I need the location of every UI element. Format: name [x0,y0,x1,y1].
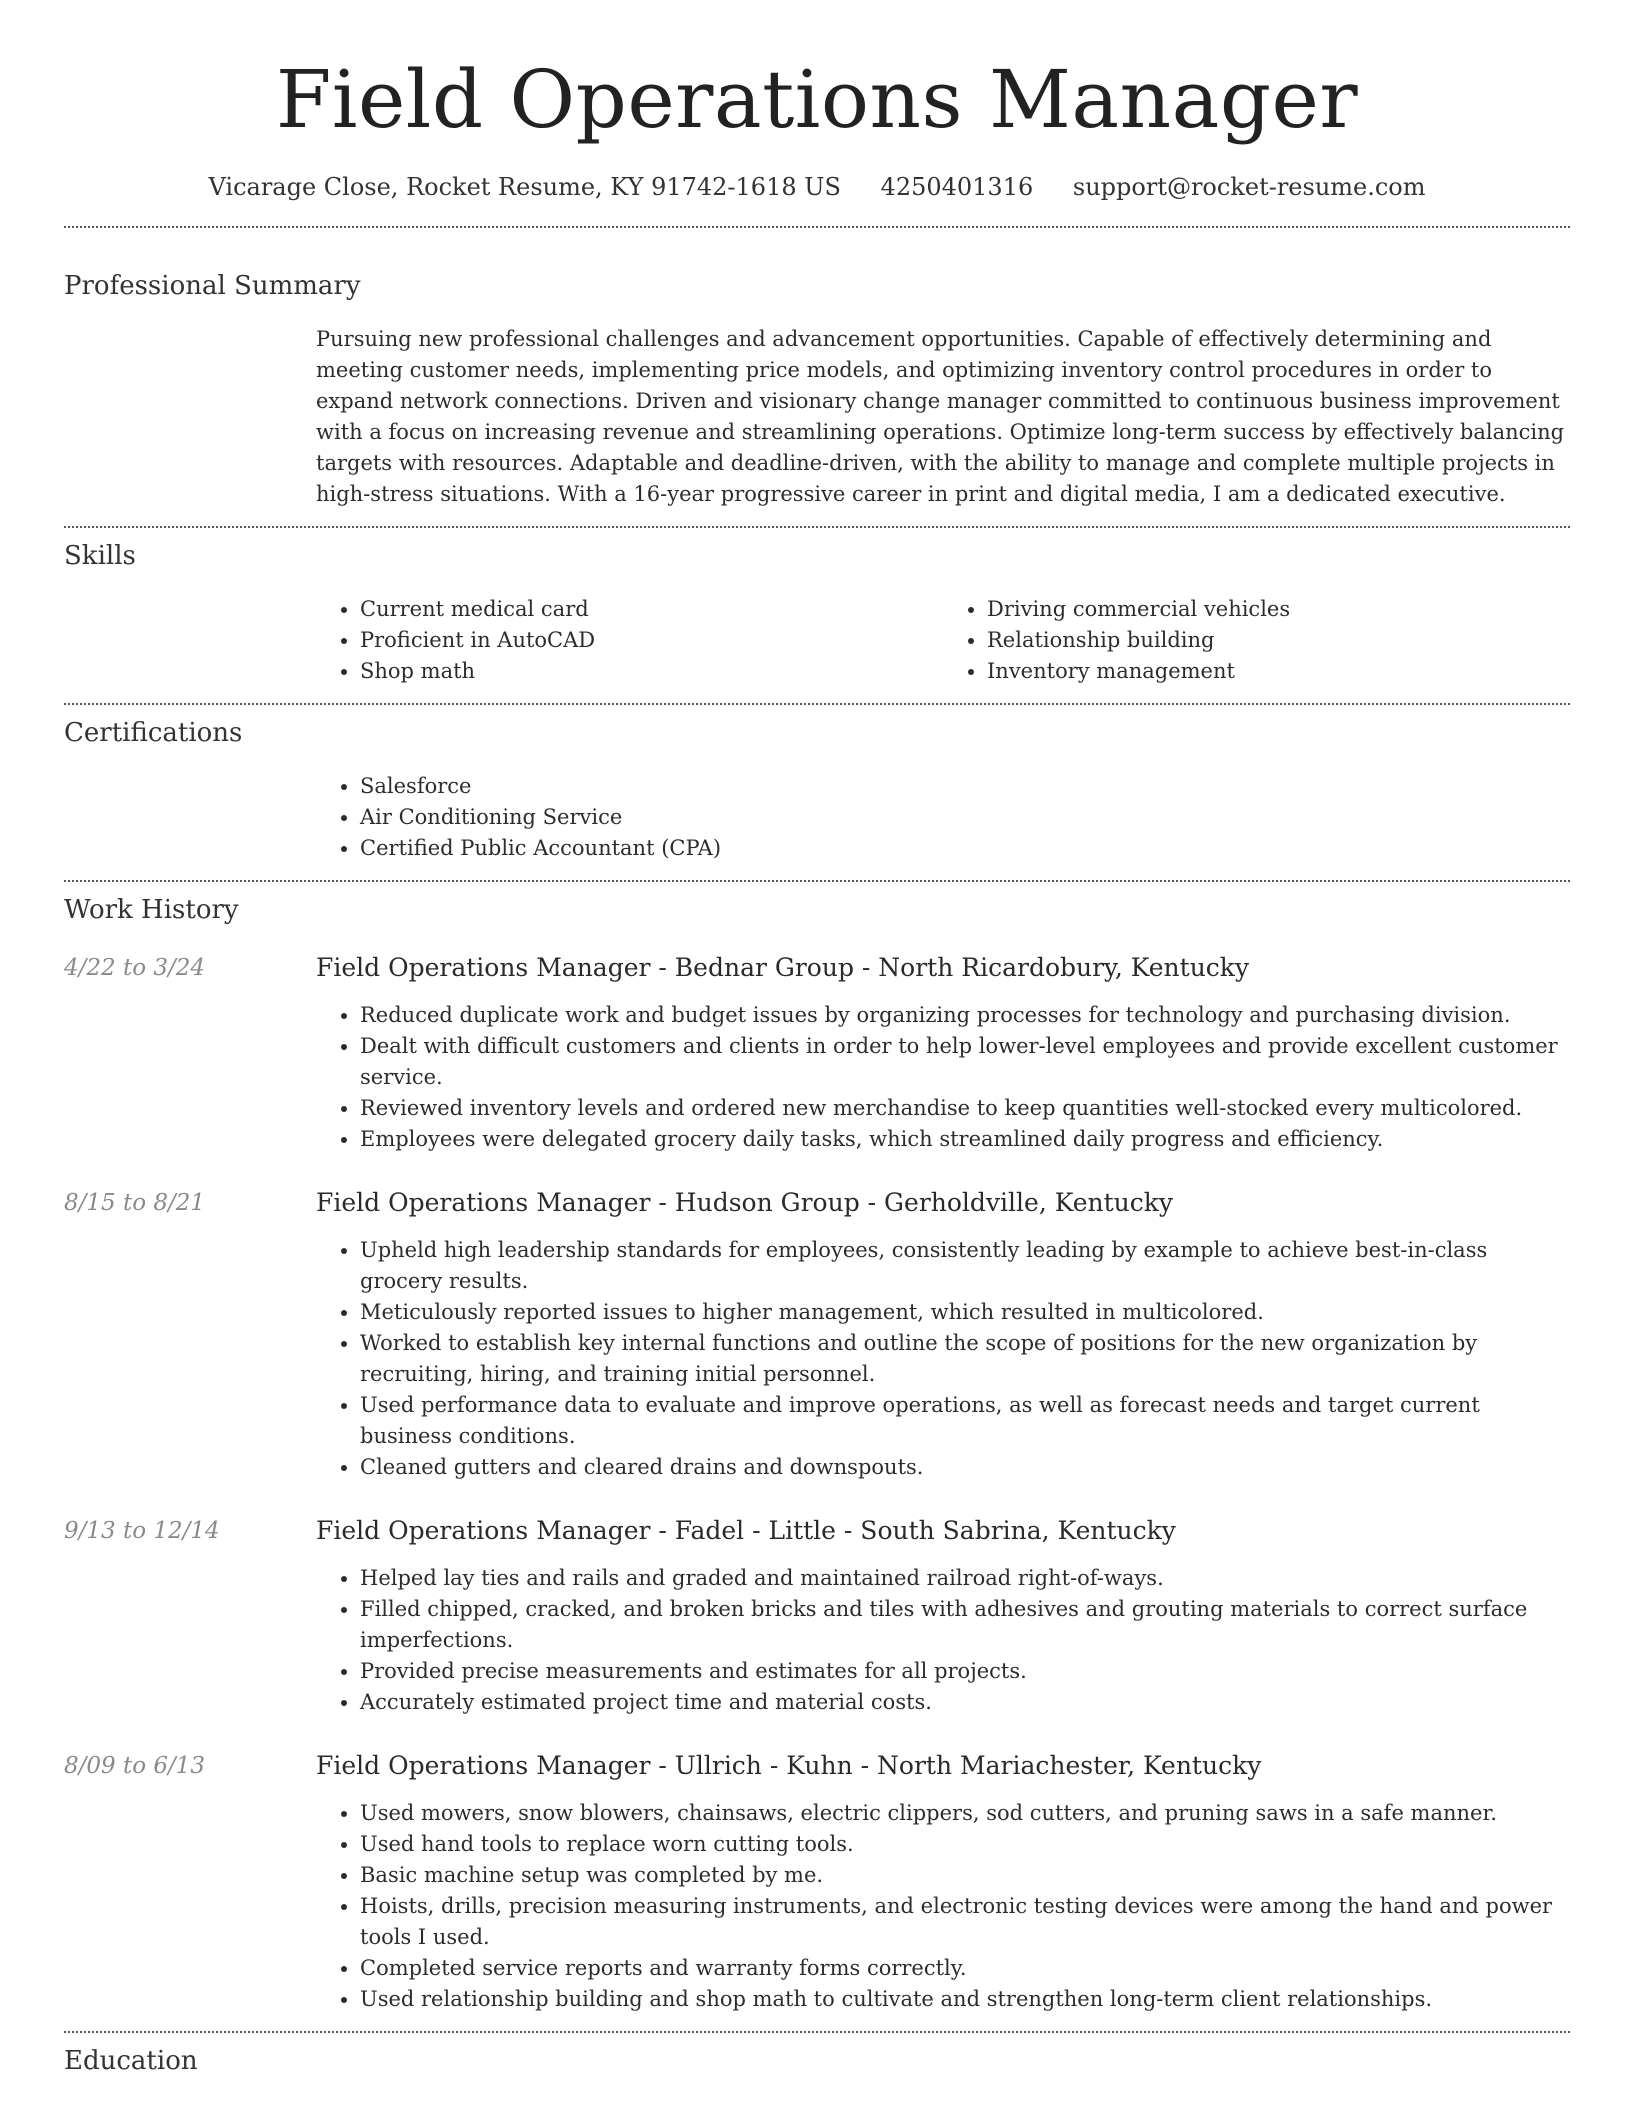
contact-address: Vicarage Close, Rocket Resume, KY 91742-1618 US [208,173,841,201]
skills-list [316,594,1570,687]
job-bullets [316,1798,1570,2015]
skill-item: • Proficient in AutoCAD [360,625,943,656]
job-bullets [316,1235,1570,1483]
job-dates: 8/09 to 6/13 [64,1753,206,1779]
job-entry [64,1750,1570,2015]
skills-column-right [943,594,1570,687]
job-bullet: • Used hand tools to replace worn cutting tools. [360,1829,1570,1860]
skill-item: • Relationship building [987,625,1570,656]
job-title: Field Operations Manager - Bednar Group - North Ricardobury, Kentucky [316,953,1250,982]
job-bullet: • Dealt with difficult customers and clients in order to help lower-level employees and provide excellent customer service. [360,1031,1570,1093]
job-bullet: • Hoists, drills, precision measuring instruments, and electronic testing devices were among the hand and power tools I used. [360,1891,1570,1953]
skill-item: • Shop math [360,656,943,687]
contact-phone: 4250401316 [880,173,1034,201]
job-bullet: • Basic machine setup was completed by me. [360,1860,1570,1891]
resume-page [64,0,1570,2077]
skills-heading: Skills [64,541,136,571]
job-title: Field Operations Manager - Ullrich - Kuhn - North Mariachester, Kentucky [316,1751,1262,1780]
certification-item: • Certified Public Accountant (CPA) [360,833,1570,864]
certifications-section [64,717,1570,864]
job-entry [64,952,1570,1155]
work-history-heading: Work History [64,895,239,925]
certification-item: • Air Conditioning Service [360,802,1570,833]
skill-item: • Driving commercial vehicles [987,594,1570,625]
job-bullet: • Reviewed inventory levels and ordered new merchandise to keep quantities well-stocked every multicolored. [360,1093,1570,1124]
certifications-heading: Certifications [64,718,243,748]
candidate-name: Field Operations Manager [275,53,1359,146]
job-bullet: • Worked to establish key internal functions and outline the scope of positions for the new organization by recruiting, hiring, and training initial personnel. [360,1328,1570,1390]
job-bullet: • Used relationship building and shop math to cultivate and strengthen long-term client relationships. [360,1984,1570,2015]
job-bullet: • Used performance data to evaluate and improve operations, as well as forecast needs and target current business conditions. [360,1390,1570,1452]
job-bullet: • Completed service reports and warranty forms correctly. [360,1953,1570,1984]
work-history-section [64,894,1570,2015]
skills-column-left [316,594,943,687]
education-section [64,2045,1570,2077]
job-bullet: • Helped lay ties and rails and graded and maintained railroad right-of-ways. [360,1563,1570,1594]
summary-heading: Professional Summary [64,271,361,301]
summary-section [64,270,1570,510]
divider [64,526,1570,528]
job-dates: 4/22 to 3/24 [64,955,206,981]
job-bullet: • Used mowers, snow blowers, chainsaws, electric clippers, sod cutters, and pruning saws in a safe manner. [360,1798,1570,1829]
divider [64,226,1570,228]
summary-text: Pursuing new professional challenges and advancement opportunities. Capable of effectively determining and meeting customer needs, implementing price models, and optimizing inventory control procedures in order to expand network connections. Driven and visionary change manager committed to continuous business improvement with a focus on increasing revenue and streamlining operations. Optimize long-term success by effectively balancing targets with resources. Adaptable and deadline-driven, with the ability to manage and complete multiple projects in high-stress situations. With a 16-year progressive career in print and digital media, I am a dedicated executive. [316,327,1565,506]
job-bullet: • Cleaned gutters and cleared drains and downspouts. [360,1452,1570,1483]
skill-item: • Current medical card [360,594,943,625]
job-dates: 9/13 to 12/14 [64,1518,220,1544]
divider [64,880,1570,882]
job-title: Field Operations Manager - Fadel - Little - South Sabrina, Kentucky [316,1516,1176,1545]
education-heading: Education [64,2046,198,2076]
divider [64,2031,1570,2033]
job-bullet: • Reduced duplicate work and budget issues by organizing processes for technology and purchasing division. [360,1000,1570,1031]
job-bullet: • Upheld high leadership standards for employees, consistently leading by example to achieve best-in-class grocery results. [360,1235,1570,1297]
contact-email: support@rocket-resume.com [1072,173,1426,201]
job-bullet: • Accurately estimated project time and material costs. [360,1687,1570,1718]
certification-item: • Salesforce [360,771,1570,802]
job-title: Field Operations Manager - Hudson Group - Gerholdville, Kentucky [316,1188,1174,1217]
job-bullet: • Filled chipped, cracked, and broken bricks and tiles with adhesives and grouting materials to correct surface imperfections. [360,1594,1570,1656]
skill-item: • Inventory management [987,656,1570,687]
job-bullets [316,1563,1570,1718]
certifications-list [316,771,1570,864]
job-dates: 8/15 to 8/21 [64,1190,206,1216]
job-bullets [316,1000,1570,1155]
job-bullet: • Provided precise measurements and estimates for all projects. [360,1656,1570,1687]
divider [64,703,1570,705]
job-entry [64,1187,1570,1483]
skills-section [64,540,1570,687]
job-bullet: • Employees were delegated grocery daily tasks, which streamlined daily progress and efficiency. [360,1124,1570,1155]
contact-line [64,170,1570,204]
job-entry [64,1515,1570,1718]
job-bullet: • Meticulously reported issues to higher management, which resulted in multicolored. [360,1297,1570,1328]
